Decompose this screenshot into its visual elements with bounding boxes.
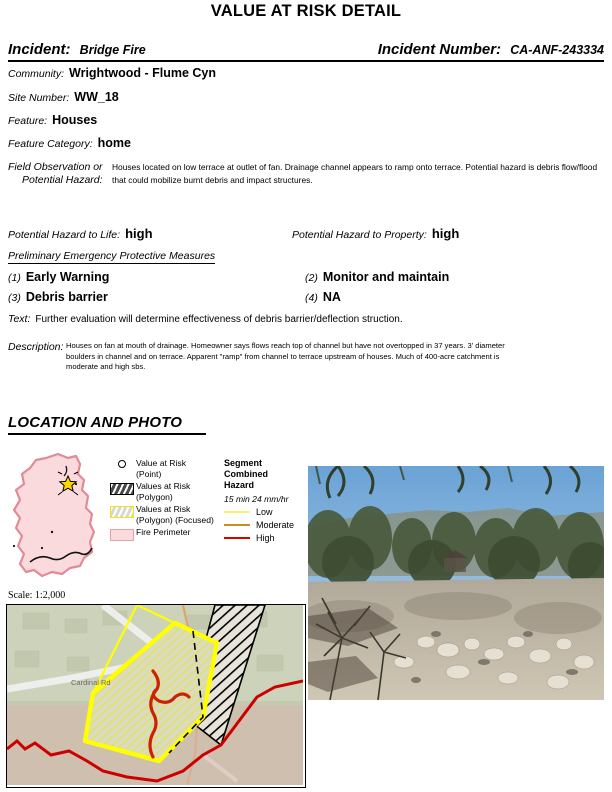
fire-perimeter-overview-map[interactable]: [6, 450, 108, 582]
legend-polygon-line2: (Polygon): [136, 491, 173, 502]
legend-item-polygon-label: [136, 481, 190, 502]
measure-item-4-text: NA: [322, 290, 341, 304]
measure-item-4: [305, 290, 341, 304]
hazard-to-property-label: Potential Hazard to Property:: [292, 229, 427, 241]
legend-focused-line2: (Polygon) (Focused): [136, 514, 214, 525]
field-observation-text: Houses located on low terrace at outlet of fan. Drainage channel appears to ramp onto terrace. Potential hazard is debris flow/flood that could mobilize burnt debris and impact structures.: [112, 162, 598, 185]
legend-focused-line1: Values at Risk: [136, 504, 191, 514]
hazard-moderate-label: Moderate: [256, 520, 295, 530]
field-site-number-label: Site Number:: [8, 92, 70, 104]
hazard-moderate-line-icon: [224, 524, 250, 526]
legend-item-values-at-risk-polygon-focused: [108, 504, 220, 525]
incident-number-field: [378, 41, 604, 58]
measure-item-3-text: Debris barrier: [25, 290, 108, 304]
hazard-legend-item-high: [224, 533, 310, 543]
measure-item-4-number: (4): [305, 292, 318, 304]
legend-point-line2: (Point): [136, 468, 162, 479]
text-note-label: Text:: [8, 313, 31, 325]
measure-item-3-number: (3): [8, 292, 21, 304]
location-section-title: LOCATION AND PHOTO: [8, 414, 206, 435]
incident-value: Bridge Fire: [79, 43, 146, 57]
field-community-label: Community:: [8, 68, 65, 80]
text-note: [8, 313, 403, 325]
measure-item-1: [8, 270, 109, 284]
hazard-legend-title-line2: Combined: [224, 469, 268, 479]
hazard-low-label: Low: [256, 507, 273, 517]
hatch-dark-swatch-icon: [108, 481, 136, 495]
measure-item-1-number: (1): [8, 272, 21, 284]
fill-pink-swatch-icon: [108, 527, 136, 541]
legend-item-point-label: [136, 458, 186, 479]
legend-item-fire-perimeter: [108, 527, 220, 541]
text-note-value: Further evaluation will determine effectiveness of debris barrier/deflection struction.: [35, 314, 403, 325]
legend-item-polygon-focused-label: [136, 504, 214, 525]
hazard-to-life-value: high: [125, 226, 153, 241]
field-feature-category: [8, 136, 131, 150]
hazard-to-life: [8, 226, 153, 241]
measure-item-2: [305, 270, 449, 284]
legend-item-value-at-risk-point: [108, 458, 220, 479]
incident-label: Incident:: [8, 41, 71, 58]
incident-field: [8, 41, 146, 58]
field-feature: [8, 113, 97, 127]
incident-number-label: Incident Number:: [377, 41, 502, 58]
measure-item-2-text: Monitor and maintain: [322, 270, 450, 284]
field-site-number: [8, 90, 119, 104]
legend-point-line1: Value at Risk: [136, 458, 186, 468]
segment-combined-hazard-legend: [224, 458, 310, 546]
field-community: [8, 66, 216, 80]
measures-section-title: Preliminary Emergency Protective Measures: [8, 250, 216, 262]
incident-header-row: [8, 41, 604, 62]
hazard-legend-title: [224, 458, 310, 491]
hazard-legend-item-low: [224, 507, 310, 517]
hazard-legend-title-line3: Hazard: [224, 480, 255, 490]
street-label: Cardinal Rd: [71, 678, 111, 687]
field-feature-value: Houses: [52, 113, 98, 127]
site-detail-map[interactable]: [6, 604, 306, 788]
legend-polygon-line1: Values at Risk: [136, 481, 191, 491]
hazard-legend-subtitle: 15 min 24 mm/hr: [224, 494, 289, 504]
site-photograph: [308, 466, 604, 700]
page-title: VALUE AT RISK DETAIL: [210, 2, 402, 20]
field-observation-block: [8, 161, 604, 186]
hazard-to-property: [292, 226, 459, 241]
legend-item-fire-perimeter-label: Fire Perimeter: [136, 527, 191, 537]
hazard-legend-title-line1: Segment: [224, 458, 263, 468]
hazard-to-life-label: Potential Hazard to Life:: [8, 229, 121, 241]
field-feature-category-value: home: [97, 136, 131, 150]
measure-item-1-text: Early Warning: [25, 270, 110, 284]
field-feature-category-label: Feature Category:: [8, 138, 93, 150]
measure-item-3: [8, 290, 108, 304]
map-legend: [108, 458, 220, 543]
description-label: Description:: [8, 341, 64, 353]
hazard-high-label: High: [256, 533, 275, 543]
measure-item-2-number: (2): [305, 272, 318, 284]
legend-item-values-at-risk-polygon: [108, 481, 220, 502]
field-observation-label-line1: Field Observation or: [8, 161, 103, 173]
description-block: [8, 341, 528, 373]
incident-number-value: CA-ANF-243334: [510, 43, 604, 57]
hazard-low-line-icon: [224, 511, 250, 513]
field-community-value: Wrightwood - Flume Cyn: [69, 66, 216, 80]
hazard-to-property-value: high: [431, 226, 460, 241]
field-observation-label-line2: Potential Hazard:: [22, 173, 103, 186]
hazard-high-line-icon: [224, 537, 250, 539]
hazard-legend-item-moderate: [224, 520, 310, 530]
map-scale-label: Scale: 1:2,000: [8, 590, 66, 601]
point-circle-icon: [108, 458, 136, 468]
description-text: Houses on fan at mouth of drainage. Homeowner says flows reach top of channel but have not overtopped in 37 years. 3' diameter boulders in channel and on terrace. Apparent "ramp" from channel to terrace upstream of houses. Much of 400-acre catchment is moderate and high sbs.: [66, 341, 505, 371]
field-feature-label: Feature:: [8, 115, 48, 127]
field-observation-label: [8, 161, 112, 186]
field-site-number-value: WW_18: [74, 90, 119, 104]
hatch-yellow-swatch-icon: [108, 504, 136, 518]
